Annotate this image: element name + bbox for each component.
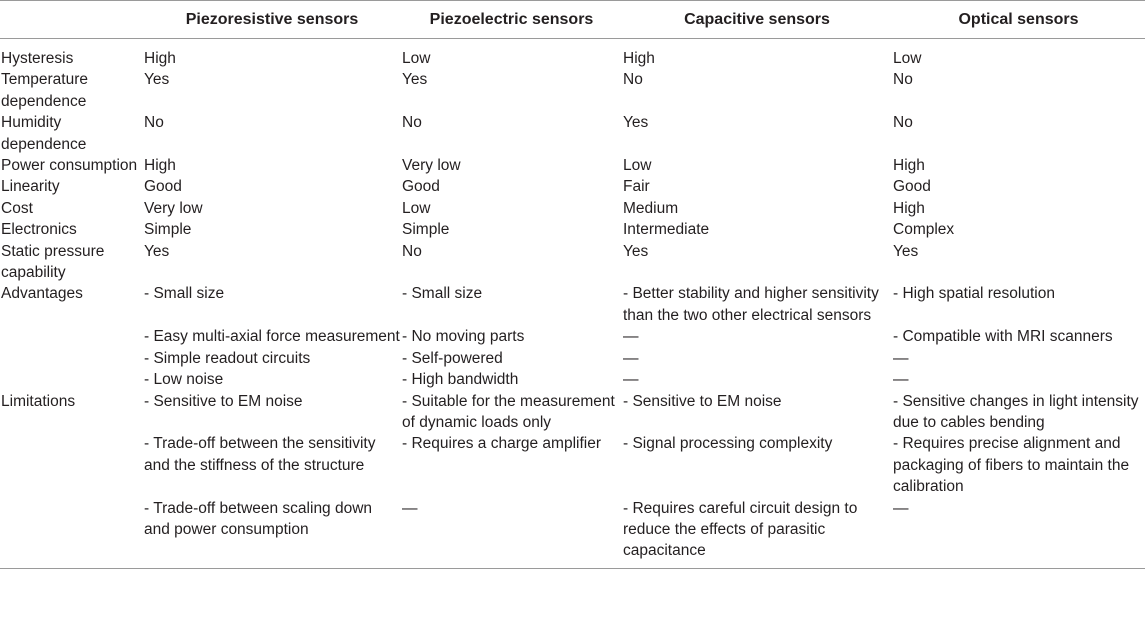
table-cell: Simple bbox=[402, 221, 450, 239]
table-cell: Good bbox=[144, 178, 182, 196]
table-cell: - Self-powered bbox=[402, 349, 503, 367]
table-cell: Intermediate bbox=[623, 221, 710, 239]
table-row bbox=[0, 326, 1145, 347]
table-cell: Low bbox=[402, 50, 431, 67]
table-cell: Complex bbox=[893, 221, 955, 239]
table-row bbox=[0, 112, 1145, 155]
table-cell: — bbox=[623, 349, 639, 367]
table-cell: High bbox=[623, 50, 655, 67]
row-label: Limitations bbox=[1, 392, 76, 410]
table-cell: - Simple readout circuits bbox=[144, 349, 311, 367]
table-cell: - Compatible with MRI scanners bbox=[893, 328, 1113, 346]
header-cell-capacitive: Capacitive sensors bbox=[684, 10, 830, 28]
table-cell: - No moving parts bbox=[402, 328, 525, 346]
table-cell: Yes bbox=[623, 114, 649, 132]
table-cell: No bbox=[893, 114, 913, 132]
table-cell: — bbox=[893, 349, 909, 367]
table-cell: - Requires precise alignment and packaging of fibers to maintain the calibration bbox=[893, 435, 1130, 496]
table-cell: - Signal processing complexity bbox=[623, 435, 833, 453]
table-cell: Low bbox=[402, 199, 431, 217]
table-cell: No bbox=[144, 114, 164, 132]
header-cell-optical: Optical sensors bbox=[958, 10, 1079, 28]
table-cell: Very low bbox=[402, 157, 461, 175]
row-label bbox=[0, 369, 143, 390]
table-cell: - Sensitive to EM noise bbox=[144, 392, 303, 410]
table-row bbox=[0, 219, 1145, 240]
table-cell: High bbox=[144, 157, 176, 175]
table-cell: Simple bbox=[144, 221, 192, 239]
header-cell-piezoresistive: Piezoresistive sensors bbox=[185, 10, 359, 28]
table-cell: No bbox=[402, 114, 422, 132]
table-row bbox=[0, 198, 1145, 219]
table-cell: - Small size bbox=[402, 285, 483, 303]
table-cell: - High bandwidth bbox=[402, 371, 519, 389]
table-row bbox=[0, 498, 1145, 569]
table-cell: - Requires a charge amplifier bbox=[402, 435, 602, 453]
table-row bbox=[0, 433, 1145, 497]
table-cell: - High spatial resolution bbox=[893, 285, 1055, 303]
row-label: Linearity bbox=[1, 178, 60, 196]
row-label: Cost bbox=[1, 199, 33, 217]
table-cell: — bbox=[893, 499, 909, 517]
table-row bbox=[0, 155, 1145, 176]
table-cell: - Sensitive to EM noise bbox=[623, 392, 782, 410]
table-cell: - Trade-off between the sensitivity and the stiffness of the structure bbox=[144, 435, 376, 474]
row-label: Temperature dependence bbox=[1, 71, 89, 110]
table-cell: — bbox=[623, 328, 639, 346]
row-label: Static pressure capability bbox=[1, 242, 105, 282]
header-cell-empty bbox=[0, 1, 143, 39]
table-cell: No bbox=[893, 71, 913, 89]
table-cell: Yes bbox=[144, 242, 170, 260]
row-label bbox=[0, 433, 143, 497]
table-cell: - Small size bbox=[144, 285, 225, 303]
table-header-row bbox=[0, 1, 1145, 39]
row-label bbox=[0, 348, 143, 369]
row-label: Hysteresis bbox=[1, 50, 74, 67]
table-cell: Low bbox=[623, 157, 652, 175]
table-row bbox=[0, 69, 1145, 112]
header-cell-piezoelectric: Piezoelectric sensors bbox=[429, 10, 594, 28]
table-row bbox=[0, 348, 1145, 369]
table-row bbox=[0, 39, 1145, 70]
table-cell: - Suitable for the measurement of dynamic loads only bbox=[402, 392, 615, 431]
row-label: Humidity dependence bbox=[1, 114, 87, 153]
table-row bbox=[0, 391, 1145, 434]
table-cell: - Sensitive changes in light intensity due to cables bending bbox=[893, 392, 1139, 431]
table-cell: Yes bbox=[144, 71, 170, 89]
table-cell: Good bbox=[402, 178, 440, 196]
table-cell: Yes bbox=[623, 242, 649, 260]
table-row bbox=[0, 369, 1145, 390]
table-cell: - Better stability and higher sensitivity than the two other electrical sensors bbox=[623, 285, 879, 324]
table-cell: — bbox=[402, 499, 418, 517]
table-cell: Very low bbox=[144, 199, 203, 217]
table-row bbox=[0, 283, 1145, 326]
table-cell: High bbox=[893, 157, 925, 175]
table-cell: High bbox=[144, 50, 176, 67]
table-cell: — bbox=[893, 371, 909, 389]
table-cell: - Low noise bbox=[144, 371, 224, 389]
table-cell: - Trade-off between scaling down and power consumption bbox=[144, 499, 373, 538]
row-label: Power consumption bbox=[1, 157, 138, 175]
table-cell: Fair bbox=[623, 178, 650, 196]
table-cell: - Easy multi-axial force measurement bbox=[144, 328, 400, 346]
table-row bbox=[0, 241, 1145, 284]
table-cell: Yes bbox=[402, 71, 428, 89]
table-cell: - Requires careful circuit design to reduce the effects of parasitic capacitance bbox=[623, 499, 858, 560]
table-cell: No bbox=[623, 71, 643, 89]
table-cell: Low bbox=[893, 50, 922, 67]
table-cell: — bbox=[623, 371, 639, 389]
table-row bbox=[0, 176, 1145, 197]
row-label bbox=[0, 326, 143, 347]
table-cell: Medium bbox=[623, 199, 679, 217]
row-label: Electronics bbox=[1, 221, 77, 239]
table-cell: High bbox=[893, 199, 925, 217]
table-cell: No bbox=[402, 242, 422, 260]
table-cell: Good bbox=[893, 178, 931, 196]
table-cell: Yes bbox=[893, 242, 919, 260]
row-label bbox=[0, 498, 143, 569]
row-label: Advantages bbox=[1, 285, 83, 303]
